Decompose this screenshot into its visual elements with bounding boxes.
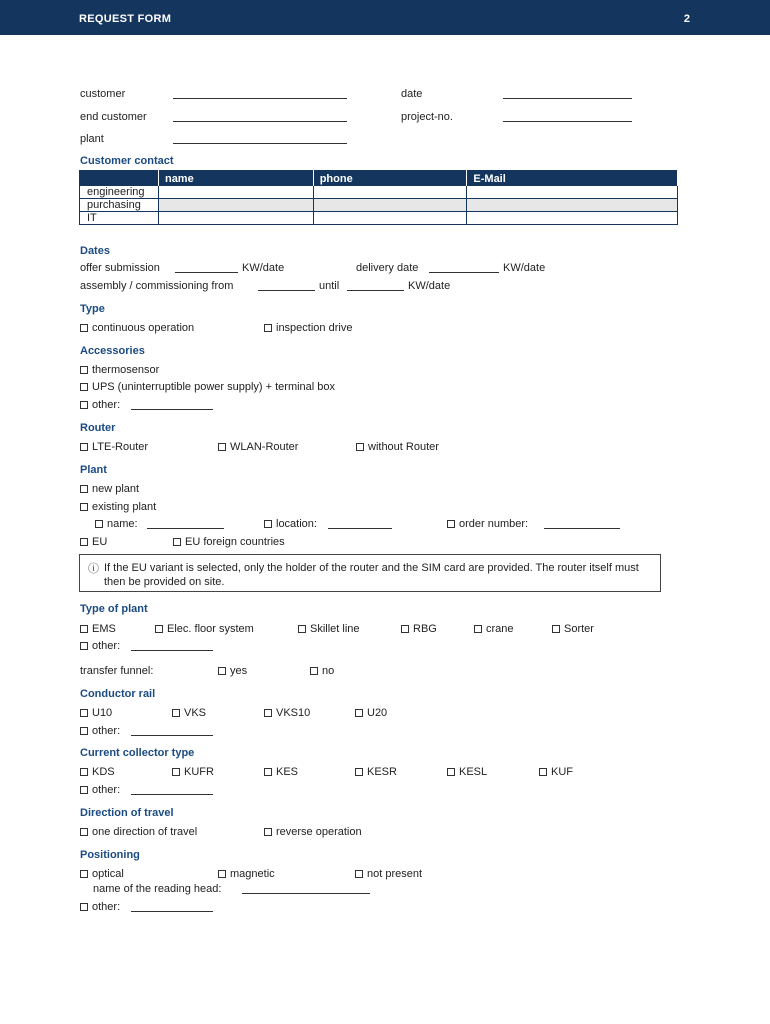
column-header-email: E-Mail bbox=[467, 171, 678, 187]
checkbox-icon[interactable] bbox=[80, 485, 88, 493]
end-customer-field[interactable] bbox=[173, 111, 347, 122]
offer-submission-label: offer submission bbox=[80, 262, 160, 274]
current-collector-heading: Current collector type bbox=[80, 747, 195, 759]
plant-option-new[interactable] bbox=[80, 483, 139, 495]
accessory-ups[interactable] bbox=[80, 381, 335, 393]
type-heading: Type bbox=[80, 303, 105, 315]
customer-field[interactable] bbox=[173, 88, 347, 99]
checkbox-icon[interactable] bbox=[356, 443, 364, 451]
page-number: 2 bbox=[683, 13, 690, 25]
option-label: one direction of travel bbox=[92, 826, 198, 838]
checkbox-icon[interactable] bbox=[173, 538, 181, 546]
engineering-email-cell[interactable] bbox=[467, 186, 678, 199]
end-customer-label: end customer bbox=[80, 111, 147, 123]
option-label: RBG bbox=[413, 623, 437, 635]
option-label: KESL bbox=[459, 766, 488, 778]
collector-option-kds[interactable] bbox=[80, 766, 115, 778]
checkbox-icon[interactable] bbox=[264, 828, 272, 836]
plant-type-other-field[interactable] bbox=[131, 640, 213, 651]
plant-type-elec-floor[interactable] bbox=[155, 623, 254, 635]
plant-option-location[interactable] bbox=[264, 518, 317, 530]
checkbox-icon[interactable] bbox=[80, 538, 88, 546]
type-of-plant-heading: Type of plant bbox=[80, 603, 148, 615]
option-label: other: bbox=[92, 399, 121, 411]
rail-other-field[interactable] bbox=[131, 725, 213, 736]
positioning-other-field[interactable] bbox=[131, 901, 213, 912]
eu-info-note bbox=[79, 554, 661, 592]
rail-option-other[interactable] bbox=[80, 725, 120, 737]
date-field[interactable] bbox=[503, 88, 632, 99]
it-email-cell[interactable] bbox=[467, 212, 678, 225]
plant-type-other[interactable] bbox=[80, 640, 120, 652]
checkbox-icon[interactable] bbox=[80, 709, 88, 717]
option-label: reverse operation bbox=[276, 826, 362, 838]
plant-label: plant bbox=[80, 133, 104, 145]
option-label: other: bbox=[92, 901, 121, 913]
plant-option-order-number[interactable] bbox=[447, 518, 528, 530]
collector-option-kesr[interactable] bbox=[355, 766, 397, 778]
it-name-cell[interactable] bbox=[158, 212, 313, 225]
engineering-name-cell[interactable] bbox=[158, 186, 313, 199]
checkbox-icon[interactable] bbox=[218, 667, 226, 675]
header-bar bbox=[0, 0, 770, 35]
collector-option-kesl[interactable] bbox=[447, 766, 487, 778]
project-no-label: project-no. bbox=[401, 111, 453, 123]
option-label: Skillet line bbox=[310, 623, 360, 635]
plant-type-ems[interactable] bbox=[80, 623, 116, 635]
project-no-field[interactable] bbox=[503, 111, 632, 122]
option-label: yes bbox=[230, 665, 248, 677]
option-label: KES bbox=[276, 766, 299, 778]
purchasing-phone-cell[interactable] bbox=[313, 199, 467, 212]
checkbox-icon[interactable] bbox=[155, 625, 163, 633]
table-row bbox=[80, 199, 678, 212]
column-header-phone: phone bbox=[313, 171, 467, 187]
plant-option-eu-foreign[interactable] bbox=[173, 536, 285, 548]
rail-option-vks[interactable] bbox=[172, 707, 206, 719]
plant-location-field[interactable] bbox=[328, 518, 392, 529]
checkbox-icon[interactable] bbox=[447, 520, 455, 528]
row-label-it: IT bbox=[80, 212, 159, 225]
note-text: If the EU variant is selected, only the holder of the router and the SIM card are provided. The router itself must then be provided on site. bbox=[104, 562, 639, 588]
checkbox-icon[interactable] bbox=[264, 520, 272, 528]
plant-type-crane[interactable] bbox=[474, 623, 514, 635]
reading-head-field[interactable] bbox=[242, 883, 370, 894]
checkbox-icon[interactable] bbox=[310, 667, 318, 675]
checkbox-icon[interactable] bbox=[172, 768, 180, 776]
plant-field[interactable] bbox=[173, 133, 347, 144]
conductor-rail-heading: Conductor rail bbox=[80, 688, 156, 700]
checkbox-icon[interactable] bbox=[80, 870, 88, 878]
option-label: inspection drive bbox=[276, 322, 353, 334]
assembly-label: assembly / commissioning from bbox=[80, 280, 234, 292]
option-label: optical bbox=[92, 868, 124, 880]
option-label: UPS (uninterruptible power supply) + terminal box bbox=[92, 381, 336, 393]
column-header-name: name bbox=[158, 171, 313, 187]
checkbox-icon[interactable] bbox=[80, 401, 88, 409]
checkbox-icon[interactable] bbox=[95, 520, 103, 528]
positioning-heading: Positioning bbox=[80, 849, 140, 861]
collector-other-field[interactable] bbox=[131, 784, 213, 795]
plant-heading: Plant bbox=[80, 464, 107, 476]
positioning-option-not-present[interactable] bbox=[355, 868, 422, 880]
checkbox-icon[interactable] bbox=[218, 870, 226, 878]
type-option-inspection[interactable] bbox=[264, 322, 352, 334]
rail-option-u20[interactable] bbox=[355, 707, 387, 719]
type-option-continuous[interactable] bbox=[80, 322, 194, 334]
checkbox-icon[interactable] bbox=[80, 443, 88, 451]
plant-type-rbg[interactable] bbox=[401, 623, 437, 635]
option-label: crane bbox=[486, 623, 514, 635]
option-label: EU foreign countries bbox=[185, 536, 285, 548]
checkbox-icon[interactable] bbox=[355, 709, 363, 717]
direction-option-reverse[interactable] bbox=[264, 826, 362, 838]
table-header-blank bbox=[80, 171, 159, 187]
router-option-lte[interactable] bbox=[80, 441, 148, 453]
assembly-kw-date-label: KW/date bbox=[408, 280, 451, 292]
row-label-purchasing: purchasing bbox=[80, 199, 159, 212]
plant-option-name[interactable] bbox=[95, 518, 138, 530]
checkbox-icon[interactable] bbox=[539, 768, 547, 776]
positioning-option-optical[interactable] bbox=[80, 868, 124, 880]
router-option-none[interactable] bbox=[356, 441, 439, 453]
option-label: U20 bbox=[367, 707, 388, 719]
checkbox-icon[interactable] bbox=[80, 366, 88, 374]
checkbox-icon[interactable] bbox=[298, 625, 306, 633]
collector-option-kes[interactable] bbox=[264, 766, 298, 778]
option-label: EMS bbox=[92, 623, 116, 635]
customer-label: customer bbox=[80, 88, 126, 100]
checkbox-icon[interactable] bbox=[401, 625, 409, 633]
table-row bbox=[80, 212, 678, 225]
purchasing-email-cell[interactable] bbox=[467, 199, 678, 212]
option-label: other: bbox=[92, 640, 121, 652]
option-label: no bbox=[322, 665, 335, 677]
delivery-kw-date-label: KW/date bbox=[503, 262, 546, 274]
option-label: name: bbox=[107, 518, 138, 530]
rail-option-vks10[interactable] bbox=[264, 707, 310, 719]
option-label: existing plant bbox=[92, 501, 157, 513]
page-title: REQUEST FORM bbox=[79, 13, 172, 25]
plant-option-eu[interactable] bbox=[80, 536, 107, 548]
checkbox-icon[interactable] bbox=[552, 625, 560, 633]
checkbox-icon[interactable] bbox=[80, 828, 88, 836]
router-option-wlan[interactable] bbox=[218, 441, 298, 453]
checkbox-icon[interactable] bbox=[80, 383, 88, 391]
assembly-from-field[interactable] bbox=[258, 280, 315, 291]
info-icon: ⓘ bbox=[88, 563, 99, 575]
checkbox-icon[interactable] bbox=[264, 768, 272, 776]
option-label: without Router bbox=[368, 441, 439, 453]
option-label: U10 bbox=[92, 707, 113, 719]
plant-type-sorter[interactable] bbox=[552, 623, 594, 635]
date-label: date bbox=[401, 88, 423, 100]
table-header-row bbox=[80, 171, 678, 187]
customer-contact-table bbox=[79, 170, 678, 225]
option-label: other: bbox=[92, 784, 121, 796]
option-label: KUFR bbox=[184, 766, 214, 778]
until-label: until bbox=[319, 280, 340, 292]
option-label: location: bbox=[276, 518, 317, 530]
customer-contact-heading: Customer contact bbox=[80, 155, 174, 167]
transfer-funnel-label: transfer funnel: bbox=[80, 665, 154, 677]
purchasing-name-cell[interactable] bbox=[158, 199, 313, 212]
checkbox-icon[interactable] bbox=[355, 870, 363, 878]
option-label: not present bbox=[367, 868, 423, 880]
checkbox-icon[interactable] bbox=[264, 709, 272, 717]
option-label: LTE-Router bbox=[92, 441, 149, 453]
option-label: order number: bbox=[459, 518, 529, 530]
row-label-engineering: engineering bbox=[80, 186, 159, 199]
plant-order-number-field[interactable] bbox=[544, 518, 620, 529]
accessories-heading: Accessories bbox=[80, 345, 145, 357]
checkbox-icon[interactable] bbox=[80, 727, 88, 735]
checkbox-icon[interactable] bbox=[474, 625, 482, 633]
accessory-thermosensor[interactable] bbox=[80, 364, 159, 376]
checkbox-icon[interactable] bbox=[218, 443, 226, 451]
option-label: EU bbox=[92, 536, 108, 548]
engineering-phone-cell[interactable] bbox=[313, 186, 467, 199]
option-label: new plant bbox=[92, 483, 140, 495]
option-label: thermosensor bbox=[92, 364, 160, 376]
assembly-until-field[interactable] bbox=[347, 280, 404, 291]
positioning-option-magnetic[interactable] bbox=[218, 868, 275, 880]
checkbox-icon[interactable] bbox=[355, 768, 363, 776]
option-label: continuous operation bbox=[92, 322, 195, 334]
collector-option-other[interactable] bbox=[80, 784, 120, 796]
delivery-date-field[interactable] bbox=[429, 262, 499, 273]
option-label: VKS10 bbox=[276, 707, 311, 719]
option-label: KUF bbox=[551, 766, 573, 778]
checkbox-icon[interactable] bbox=[80, 903, 88, 911]
table-row bbox=[80, 186, 678, 199]
rail-option-u10[interactable] bbox=[80, 707, 112, 719]
collector-option-kuf[interactable] bbox=[539, 766, 573, 778]
checkbox-icon[interactable] bbox=[80, 768, 88, 776]
checkbox-icon[interactable] bbox=[447, 768, 455, 776]
direction-heading: Direction of travel bbox=[80, 807, 174, 819]
offer-submission-field[interactable] bbox=[175, 262, 238, 273]
transfer-funnel-yes[interactable] bbox=[218, 665, 247, 677]
direction-option-one[interactable] bbox=[80, 826, 197, 838]
checkbox-icon[interactable] bbox=[80, 324, 88, 332]
option-label: other: bbox=[92, 725, 121, 737]
transfer-funnel-no[interactable] bbox=[310, 665, 334, 677]
option-label: KDS bbox=[92, 766, 115, 778]
checkbox-icon[interactable] bbox=[80, 642, 88, 650]
checkbox-icon[interactable] bbox=[172, 709, 180, 717]
option-label: Elec. floor system bbox=[167, 623, 254, 635]
router-heading: Router bbox=[80, 422, 116, 434]
checkbox-icon[interactable] bbox=[264, 324, 272, 332]
accessory-other[interactable] bbox=[80, 399, 120, 411]
reading-head-label: name of the reading head: bbox=[93, 883, 222, 895]
checkbox-icon[interactable] bbox=[80, 503, 88, 511]
plant-name-field[interactable] bbox=[147, 518, 224, 529]
dates-heading: Dates bbox=[80, 245, 110, 257]
accessory-other-field[interactable] bbox=[131, 399, 213, 410]
checkbox-icon[interactable] bbox=[80, 786, 88, 794]
plant-type-skillet[interactable] bbox=[298, 623, 360, 635]
option-label: magnetic bbox=[230, 868, 275, 880]
offer-kw-date-label: KW/date bbox=[242, 262, 285, 274]
delivery-date-label: delivery date bbox=[356, 262, 419, 274]
option-label: VKS bbox=[184, 707, 207, 719]
option-label: WLAN-Router bbox=[230, 441, 299, 453]
option-label: Sorter bbox=[564, 623, 594, 635]
option-label: KESR bbox=[367, 766, 397, 778]
plant-option-existing[interactable] bbox=[80, 501, 156, 513]
collector-option-kufr[interactable] bbox=[172, 766, 214, 778]
checkbox-icon[interactable] bbox=[80, 625, 88, 633]
positioning-option-other[interactable] bbox=[80, 901, 120, 913]
it-phone-cell[interactable] bbox=[313, 212, 467, 225]
